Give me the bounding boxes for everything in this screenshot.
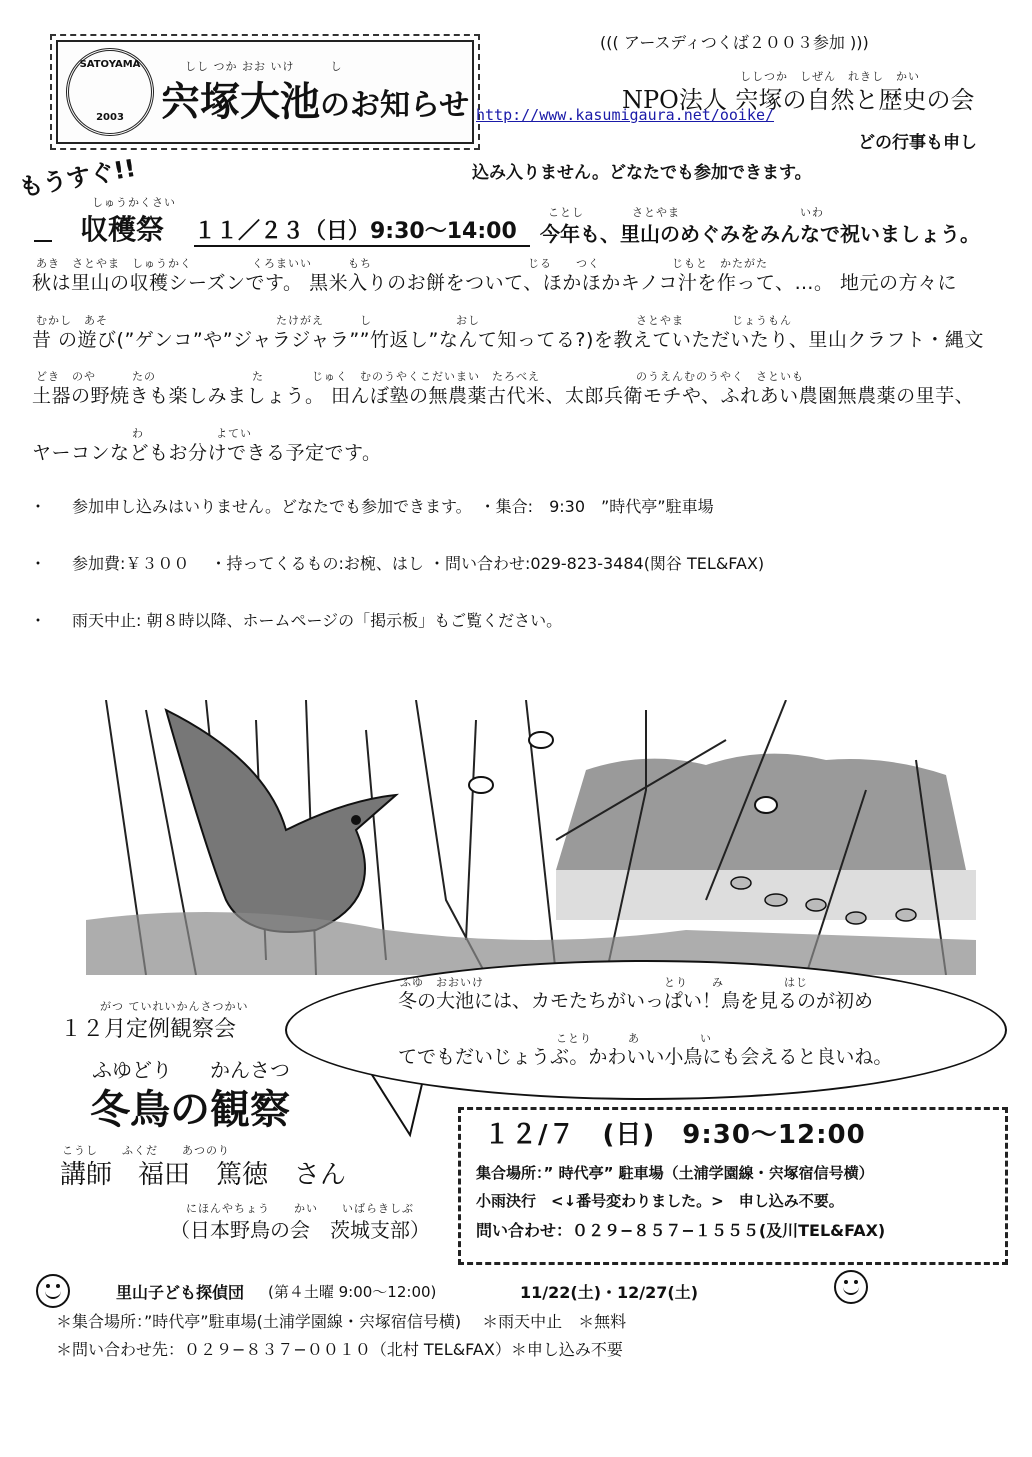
smiley-left-icon — [36, 1274, 70, 1308]
para-ruby-1: あき さとやま しゅうかく くろまいい もち じる つく じもと かたがた — [36, 257, 768, 270]
underline-left — [34, 240, 52, 242]
para-line-3: 土器の野焼きも楽しみましょう。 田んぼ塾の無農薬古代米、太郎兵衛モチや、ふれあい農園無農薬の里芋、 — [32, 385, 975, 407]
lecturer-ruby: こうし ふくだ あつのり — [62, 1144, 230, 1157]
bubble-ruby-1: ふゆ おおいけ とり み はじ — [400, 976, 808, 989]
harvest-slogan: 今年も、里山のめぐみをみんなで祝いましょう。 — [540, 222, 980, 246]
bullet-text-1: 参加申し込みはいりません。どなたでも参加できます。 ・集合: 9:30 ”時代亭”駐車場 — [72, 497, 714, 516]
bullet-mark-2: ・ — [30, 554, 47, 573]
title-ruby-fuyudori: ふゆどり — [92, 1058, 172, 1082]
december-title: 冬鳥の観察 — [90, 1087, 290, 1133]
para-line-1: 秋は里山の収穫シーズンです。 黒米入りのお餅をついて、ほかほかキノコ汁を作って、…。 地元の方々に — [32, 272, 958, 294]
kids-info-line-2: ＊問い合わせ先：０２９−８３７−００１０（北村 TEL&FAX）＊申し込み不要 — [56, 1340, 623, 1359]
bubble-line-2: てでもだいじょうぶ。かわいい小鳥にも会えると良いね。 — [398, 1046, 893, 1068]
notice-line-1: どの行事も申し — [858, 133, 977, 153]
para-ruby-4: わ よてい — [36, 427, 252, 440]
page-title — [160, 70, 469, 127]
bullet-mark-3: ・ — [30, 611, 47, 630]
para-ruby-2: むかし あそ たけがえ し おし さとやま じょうもん — [36, 314, 792, 327]
title-ruby-kansatsu: かんさつ — [210, 1058, 290, 1082]
kids-schedule: (第４土曜 9:00〜12:00) — [268, 1283, 437, 1301]
slogan-ruby: ことし さとやま いわ — [548, 206, 824, 219]
stamp-year: 2003 — [96, 112, 124, 123]
title-ruby: しし つか おお いけ し — [185, 60, 343, 73]
notice-line-2: 込み入りません。どなたでも参加できます。 — [472, 163, 812, 183]
para-ruby-3: どき のや たの た じゅく むのうやくこだいまい たろべえ のうえんむのうやく さといも — [36, 370, 804, 383]
org-name: NPO法人 宍塚の自然と歴史の会 — [622, 86, 975, 114]
para-line-4: ヤーコンなどもお分けできる予定です。 — [32, 442, 382, 464]
lecturer-org: （日本野鳥の会 茨城支部） — [170, 1218, 430, 1242]
title-main: 宍塚大池 — [160, 78, 320, 125]
observation-contact: 問い合わせ：０２９−８５７−１５５５(及川TEL&FAX) — [476, 1221, 886, 1240]
december-ruby: がつ ていれいかんさつかい — [100, 1000, 249, 1013]
event-tag: ((( アースディつくば２００３参加 ))) — [600, 33, 869, 52]
org-ruby: ししつか しぜん れきし かい — [740, 70, 920, 83]
stamp-ring-text: SATOYAMA — [79, 59, 141, 70]
org-url-link[interactable]: http://www.kasumigaura.net/ooike/ — [476, 106, 775, 124]
title-rest: のお知らせ — [320, 88, 470, 123]
december-label: １２月定例観察会 — [60, 1017, 237, 1042]
kids-dates: 11/22(土)・12/27(土) — [520, 1283, 699, 1302]
lecturer-org-ruby: にほんやちょう かい いばらきしぶ — [186, 1202, 414, 1215]
kids-title: 里山子ども探偵団 — [116, 1283, 245, 1302]
harvest-ruby: しゅうかくさい — [92, 196, 176, 209]
harvest-date: １１／２３（日）9:30〜14:00 — [194, 214, 530, 247]
observation-rain: 小雨決行 <↓番号変わりました。> 申し込み不要。 — [476, 1192, 844, 1210]
bullet-text-3: 雨天中止: 朝８時以降、ホームページの「掲示板」もご覧ください。 — [72, 611, 563, 630]
bubble-line-1: 冬の大池には、カモたちがいっぱい！鳥を見るのが初め — [398, 990, 874, 1012]
observation-datetime: １２/７ (日) 9:30〜12:00 — [484, 1120, 866, 1150]
wetland-birds-illustration — [86, 700, 976, 975]
satoyama-stamp — [66, 48, 154, 136]
lecturer: 講師 福田 篤徳 さん — [60, 1160, 347, 1190]
bullet-text-2: 参加費:￥３００ ・持ってくるもの:お椀、はし ・問い合わせ:029-823-3484(関谷 TEL&FAX) — [72, 554, 765, 573]
kids-info-line-1: ＊集合場所：”時代亭”駐車場(土浦学園線・宍塚宿信号横) ＊雨天中止 ＊無料 — [56, 1312, 627, 1331]
bullet-mark-1: ・ — [30, 497, 47, 516]
smiley-right-icon — [834, 1270, 868, 1304]
soon-label: もうすぐ!! — [16, 153, 138, 202]
para-line-2: 昔 の遊び(”ゲンコ”や”ジャラジャラ””竹返し”なんて知ってる?)を教えていただいたり、里山クラフト・縄文 — [32, 329, 984, 351]
bubble-ruby-2: ことり あ い — [400, 1032, 712, 1045]
harvest-name: 収穫祭 — [80, 213, 165, 246]
observation-meeting: 集合場所：” 時代亭” 駐車場（土浦学園線・宍塚宿信号横） — [476, 1164, 874, 1182]
